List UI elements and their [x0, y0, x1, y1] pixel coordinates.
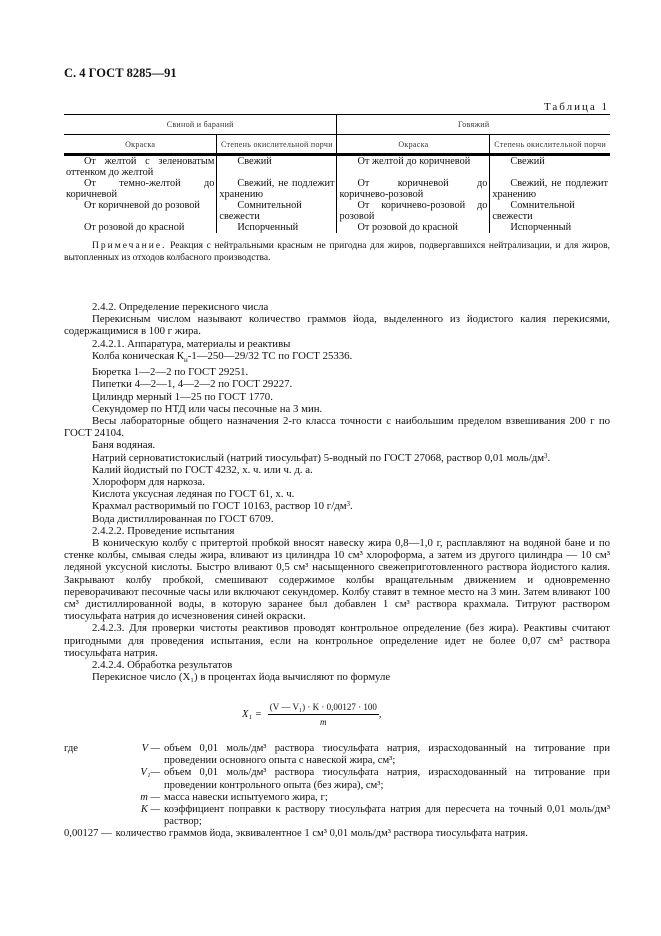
table-row — [64, 155, 610, 179]
subsection-heading: 2.4.2.4. Обработка результатов — [92, 659, 233, 672]
paragraph: Крахмал растворимый по ГОСТ 10163, раствор 10 $г/дм^3$. — [92, 500, 353, 513]
definition-row — [64, 828, 610, 840]
table-cell: От розовой до красной — [337, 222, 490, 233]
paragraph: Калий йодистый по ГОСТ 4232, х. ч. или ч. д. а. — [92, 463, 313, 476]
table-cell: Свежий — [217, 155, 337, 179]
paragraph: 2.4.2.3. Для проверки чистоты реактивов проводят контрольное определение (без жира). Реактивы считают пригодными для проведения испытания, если на контрольное определение идет не более 0,07 см³ раствора тиосульфата натрия. — [64, 622, 610, 659]
table-cell: От желтой до коричневой — [337, 155, 490, 179]
table-note — [64, 240, 610, 264]
table-cell: От коричнево-розовой до розовой — [337, 200, 490, 222]
table-cell: От коричневой до коричнево-розовой — [337, 178, 490, 200]
paragraph: Секундомер по НТД или часы песочные на 3 мин. — [92, 402, 323, 415]
table-cell: Сомнительной свежести — [492, 200, 575, 222]
paragraph: Бюретка 1—2—2 по ГОСТ 29251. — [92, 366, 249, 379]
paragraph: Цилиндр мерный 1—25 по ГОСТ 1770. — [92, 390, 273, 403]
table-cell: От темно-желтой до коричневой — [64, 178, 217, 200]
definition-row — [64, 792, 610, 804]
definition-row — [64, 767, 610, 791]
paragraph: Баня водяная. — [92, 439, 156, 452]
definition-symbol: V₁— — [140, 767, 160, 779]
table-oxidation-spoilage — [64, 114, 610, 233]
table-cell: От розовой до красной — [64, 222, 217, 233]
formula-fraction — [268, 702, 379, 727]
column-header: Окраска — [64, 135, 217, 155]
paragraph: В коническую колбу с притертой пробкой вносят навеску жира 0,8—1,0 г, расплавляют на водяной бане и по стенке колбы, смывая следы жира, вливают из цилиндра 10 см³ хлороформа, а затем из другого цилиндра — 10 см³ ледяной уксусной кислоты. Быстро вливают 0,5 см³ насыщенного свежеприготовленного раствора йодистого калия. Закрывают колбу пробкой, смешивают содержимое колбы вращательным движением и одновременно переворачивают песочные часы или включают секундомер. Колбу ставят в темное место на 3 мин. Затем вливают 100 см³ дистиллированной воды, в которую заранее был добавлен 1 см³ раствора крахмала. Титруют раствором тиосульфата натрия до исчезновения синей окраски. — [64, 537, 610, 623]
table-cell: Испорченный — [217, 222, 337, 233]
definition-text: количество граммов йода, эквивалентное 1 см³ 0,01 моль/дм³ раствора тиосульфата натрия. — [115, 828, 528, 840]
table-cell: Свежий, не подлежит хранению — [492, 178, 608, 200]
paragraph: Кислота уксусная ледяная по ГОСТ 61, х. ч. — [92, 488, 295, 501]
document-body — [64, 301, 610, 683]
column-header: Степень окислительной порчи — [490, 135, 610, 155]
section-heading: 2.4.2. Определение перекисного числа — [92, 301, 269, 313]
definition-symbol: m — — [140, 791, 160, 803]
formula-denominator: m — [320, 717, 327, 727]
paragraph: Колба коническая $К_н-1—250—29/32$ ТС по ГОСТ 25336. — [92, 349, 353, 364]
column-header: Окраска — [337, 135, 490, 155]
definition-symbol: 0,00127 — — [64, 828, 112, 840]
definition-text: объем 0,01 моль/дм³ раствора тиосульфата натрия, израсходованный на титрование при проведении контрольного опыта (без жира), см³; — [164, 767, 610, 791]
table-cell: От желтой с зеленоватым оттенком до желтой — [64, 155, 217, 179]
table-cell: Сомнительной свежести — [217, 200, 337, 222]
table-cell: Испорченный — [510, 222, 572, 233]
page-header: С. 4 ГОСТ 8285—91 — [64, 66, 177, 80]
table-cell: Свежий, не подлежит хранению — [217, 178, 337, 200]
subsection-heading: 2.4.2.1. Аппаратура, материалы и реактивы — [92, 337, 291, 350]
paragraph: Хлороформ для наркоза. — [92, 476, 205, 488]
table-row — [64, 200, 610, 222]
definition-text: коэффициент поправки к раствору тиосульфата натрия для пересчета на точный 0,01 моль/дм³ раствор; — [164, 804, 610, 828]
note-text: Реакция с нейтральными красным не пригодна для жиров, подвергавшихся нейтрализации, и для жиров, вытопленных из отходов колбасного производства. — [64, 241, 610, 263]
definition-row — [64, 804, 610, 828]
definition-text: объем 0,01 моль/дм³ раствора тиосульфата натрия, израсходованный на титрование при проведении основного опыта с навеской жира, см³; — [164, 743, 610, 767]
definition-symbol: K — — [140, 804, 160, 816]
variable-definitions — [64, 743, 610, 841]
formula-numerator: (V — V₁) · K · 0,00127 · 100 — [268, 702, 379, 715]
column-header: Степень окислительной порчи — [217, 135, 337, 155]
table-cell: От коричневой до розовой — [64, 200, 217, 222]
formula-trail: , — [378, 709, 382, 720]
paragraph: Вода дистиллированная по ГОСТ 6709. — [92, 512, 274, 525]
table-caption: Таблица 1 — [543, 101, 609, 113]
table-cell: Свежий — [510, 156, 545, 167]
table-row — [64, 222, 610, 233]
paragraph: Перекисное число (X₁) в процентах йода вычисляют по формуле — [92, 671, 391, 684]
paragraph: Натрий серноватистокислый (натрий тиосульфат) 5-водный по ГОСТ 27068, раствор 0,01 моль/$дм^3$. — [92, 451, 551, 464]
subsection-heading: 2.4.2.2. Проведение испытания — [92, 524, 235, 537]
formula-lhs: X₁ = — [242, 709, 262, 720]
table-row — [64, 178, 610, 200]
group-header-beef: Говяжий — [337, 115, 610, 135]
paragraph: Весы лабораторные общего назначения 2-го класса точности с наибольшим пределом взвешивания 200 г по ГОСТ 24104. — [64, 414, 610, 440]
note-label: Примечание. — [92, 241, 167, 251]
paragraph: Пипетки 4—2—1, 4—2—2 по ГОСТ 29227. — [92, 378, 293, 391]
definition-symbol: где V — — [64, 743, 160, 754]
definition-row — [64, 743, 610, 767]
definition-text: масса навески испытуемого жира, г; — [164, 791, 328, 803]
group-header-pork-mutton: Свиной и бараний — [64, 115, 337, 135]
peroxide-formula — [242, 702, 381, 727]
paragraph: Перекисным числом называют количество граммов йода, выделенного из йодистого калия перекисями, содержащимися в 100 г жира. — [64, 313, 610, 338]
